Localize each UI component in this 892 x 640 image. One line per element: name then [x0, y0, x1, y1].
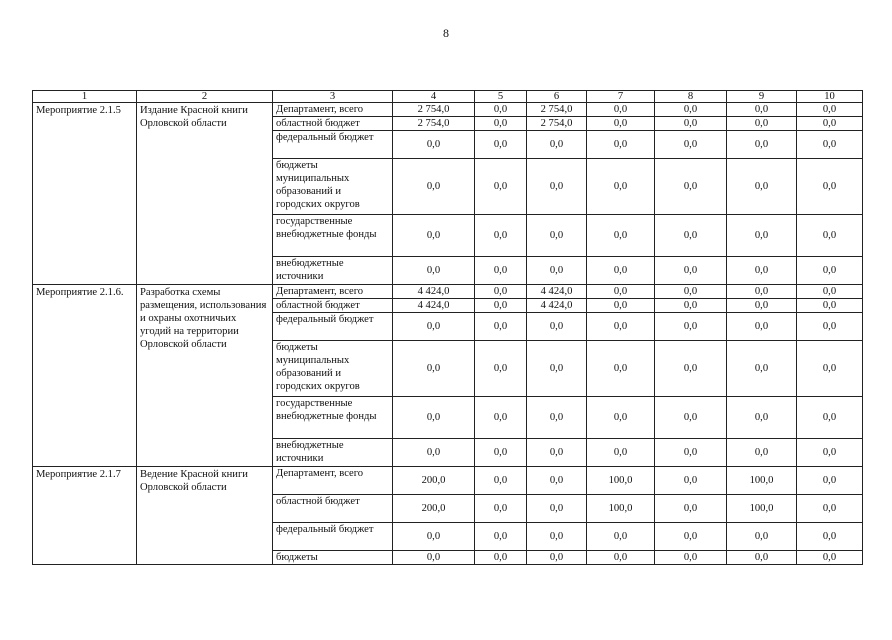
- amount-cell: 0,0: [527, 313, 587, 341]
- funding-source: федеральный бюджет: [273, 523, 393, 551]
- amount-cell: 0,0: [727, 117, 797, 131]
- amount-cell: 0,0: [797, 439, 863, 467]
- amount-cell: 0,0: [587, 285, 655, 299]
- funding-source: бюджеты муниципальных образований и городских округов: [273, 159, 393, 215]
- funding-source: федеральный бюджет: [273, 131, 393, 159]
- funding-source: бюджеты: [273, 551, 393, 565]
- amount-cell: 0,0: [797, 467, 863, 495]
- funding-source: бюджеты муниципальных образований и городских округов: [273, 341, 393, 397]
- amount-cell: 0,0: [393, 551, 475, 565]
- amount-cell: 0,0: [797, 341, 863, 397]
- amount-cell: 0,0: [587, 117, 655, 131]
- table-row: [33, 467, 863, 495]
- amount-cell: 100,0: [587, 467, 655, 495]
- column-header: 4: [393, 91, 475, 103]
- amount-cell: 0,0: [655, 313, 727, 341]
- amount-cell: 0,0: [655, 159, 727, 215]
- amount-cell: 0,0: [797, 103, 863, 117]
- amount-cell: 0,0: [655, 257, 727, 285]
- amount-cell: 0,0: [797, 397, 863, 439]
- column-header: 7: [587, 91, 655, 103]
- amount-cell: 100,0: [727, 467, 797, 495]
- amount-cell: 0,0: [655, 523, 727, 551]
- amount-cell: 0,0: [475, 495, 527, 523]
- amount-cell: 2 754,0: [527, 103, 587, 117]
- amount-cell: 0,0: [475, 131, 527, 159]
- amount-cell: 0,0: [527, 257, 587, 285]
- amount-cell: 0,0: [655, 495, 727, 523]
- amount-cell: 0,0: [587, 551, 655, 565]
- amount-cell: 0,0: [655, 397, 727, 439]
- amount-cell: 0,0: [393, 131, 475, 159]
- amount-cell: 0,0: [393, 257, 475, 285]
- funding-source: Департамент, всего: [273, 467, 393, 495]
- amount-cell: 0,0: [655, 285, 727, 299]
- amount-cell: 0,0: [587, 439, 655, 467]
- amount-cell: 0,0: [587, 299, 655, 313]
- funding-source: внебюджетные источники: [273, 257, 393, 285]
- measure-id: Мероприятие 2.1.7: [33, 467, 137, 565]
- amount-cell: 0,0: [727, 215, 797, 257]
- column-header: 10: [797, 91, 863, 103]
- amount-cell: 4 424,0: [393, 285, 475, 299]
- amount-cell: 0,0: [475, 103, 527, 117]
- amount-cell: 0,0: [475, 215, 527, 257]
- amount-cell: 0,0: [797, 117, 863, 131]
- amount-cell: 0,0: [655, 131, 727, 159]
- amount-cell: 0,0: [527, 551, 587, 565]
- amount-cell: 0,0: [797, 257, 863, 285]
- amount-cell: 0,0: [797, 299, 863, 313]
- amount-cell: 0,0: [393, 215, 475, 257]
- amount-cell: 0,0: [797, 523, 863, 551]
- amount-cell: 0,0: [527, 159, 587, 215]
- amount-cell: 2 754,0: [393, 117, 475, 131]
- amount-cell: 0,0: [797, 313, 863, 341]
- amount-cell: 0,0: [475, 341, 527, 397]
- amount-cell: 0,0: [655, 467, 727, 495]
- amount-cell: 0,0: [587, 313, 655, 341]
- column-header: 1: [33, 91, 137, 103]
- amount-cell: 0,0: [797, 131, 863, 159]
- amount-cell: 0,0: [587, 131, 655, 159]
- amount-cell: 0,0: [587, 341, 655, 397]
- column-header: 6: [527, 91, 587, 103]
- funding-source: областной бюджет: [273, 495, 393, 523]
- amount-cell: 0,0: [587, 257, 655, 285]
- amount-cell: 0,0: [727, 285, 797, 299]
- amount-cell: 4 424,0: [393, 299, 475, 313]
- funding-source: областной бюджет: [273, 299, 393, 313]
- funding-source: Департамент, всего: [273, 103, 393, 117]
- amount-cell: 0,0: [475, 439, 527, 467]
- amount-cell: 0,0: [393, 159, 475, 215]
- table-row: [33, 103, 863, 117]
- amount-cell: 0,0: [475, 467, 527, 495]
- amount-cell: 0,0: [727, 313, 797, 341]
- table-body: [33, 91, 863, 565]
- amount-cell: 0,0: [587, 215, 655, 257]
- amount-cell: 0,0: [727, 341, 797, 397]
- amount-cell: 200,0: [393, 467, 475, 495]
- amount-cell: 4 424,0: [527, 285, 587, 299]
- funding-source: Департамент, всего: [273, 285, 393, 299]
- amount-cell: 100,0: [587, 495, 655, 523]
- budget-table: [32, 90, 863, 565]
- funding-source: государственные внебюджетные фонды: [273, 397, 393, 439]
- amount-cell: 0,0: [475, 285, 527, 299]
- amount-cell: 0,0: [475, 257, 527, 285]
- amount-cell: 0,0: [587, 159, 655, 215]
- amount-cell: 0,0: [655, 215, 727, 257]
- amount-cell: 0,0: [475, 159, 527, 215]
- amount-cell: 0,0: [727, 159, 797, 215]
- amount-cell: 0,0: [527, 341, 587, 397]
- amount-cell: 0,0: [475, 299, 527, 313]
- amount-cell: 0,0: [655, 117, 727, 131]
- amount-cell: 0,0: [587, 103, 655, 117]
- amount-cell: 0,0: [393, 439, 475, 467]
- measure-id: Мероприятие 2.1.6.: [33, 285, 137, 467]
- column-header: 3: [273, 91, 393, 103]
- column-header: 5: [475, 91, 527, 103]
- amount-cell: 0,0: [527, 215, 587, 257]
- amount-cell: 0,0: [393, 523, 475, 551]
- column-header: 9: [727, 91, 797, 103]
- amount-cell: 2 754,0: [527, 117, 587, 131]
- table-row: [33, 285, 863, 299]
- amount-cell: 0,0: [727, 397, 797, 439]
- amount-cell: 0,0: [587, 523, 655, 551]
- funding-source: государственные внебюджетные фонды: [273, 215, 393, 257]
- funding-source: внебюджетные источники: [273, 439, 393, 467]
- amount-cell: 2 754,0: [393, 103, 475, 117]
- amount-cell: 0,0: [727, 439, 797, 467]
- table-header-row: [33, 91, 863, 103]
- amount-cell: 0,0: [797, 551, 863, 565]
- amount-cell: 0,0: [727, 131, 797, 159]
- amount-cell: 0,0: [527, 397, 587, 439]
- amount-cell: 0,0: [797, 285, 863, 299]
- amount-cell: 0,0: [797, 495, 863, 523]
- amount-cell: 0,0: [655, 439, 727, 467]
- amount-cell: 0,0: [727, 257, 797, 285]
- column-header: 8: [655, 91, 727, 103]
- amount-cell: 0,0: [655, 341, 727, 397]
- amount-cell: 0,0: [527, 495, 587, 523]
- amount-cell: 0,0: [727, 523, 797, 551]
- amount-cell: 0,0: [475, 523, 527, 551]
- measure-id: Мероприятие 2.1.5: [33, 103, 137, 285]
- amount-cell: 0,0: [475, 117, 527, 131]
- amount-cell: 0,0: [727, 551, 797, 565]
- measure-title: Ведение Красной книги Орловской области: [137, 467, 273, 565]
- amount-cell: 0,0: [527, 439, 587, 467]
- amount-cell: 0,0: [475, 551, 527, 565]
- amount-cell: 0,0: [797, 215, 863, 257]
- amount-cell: 100,0: [727, 495, 797, 523]
- amount-cell: 0,0: [527, 467, 587, 495]
- funding-source: областной бюджет: [273, 117, 393, 131]
- page-number: 8: [443, 26, 449, 40]
- amount-cell: 0,0: [393, 341, 475, 397]
- amount-cell: 0,0: [727, 299, 797, 313]
- amount-cell: 0,0: [727, 103, 797, 117]
- measure-title: Разработка схемы размещения, использования и охраны охотничьих угодий на территории Орловской области: [137, 285, 273, 467]
- amount-cell: 0,0: [655, 551, 727, 565]
- funding-source: федеральный бюджет: [273, 313, 393, 341]
- amount-cell: 0,0: [475, 397, 527, 439]
- amount-cell: 0,0: [393, 313, 475, 341]
- amount-cell: 0,0: [475, 313, 527, 341]
- amount-cell: 0,0: [655, 103, 727, 117]
- column-header: 2: [137, 91, 273, 103]
- amount-cell: 0,0: [527, 131, 587, 159]
- amount-cell: 4 424,0: [527, 299, 587, 313]
- measure-title: Издание Красной книги Орловской области: [137, 103, 273, 285]
- amount-cell: 0,0: [655, 299, 727, 313]
- amount-cell: 0,0: [587, 397, 655, 439]
- amount-cell: 0,0: [527, 523, 587, 551]
- amount-cell: 0,0: [797, 159, 863, 215]
- amount-cell: 0,0: [393, 397, 475, 439]
- amount-cell: 200,0: [393, 495, 475, 523]
